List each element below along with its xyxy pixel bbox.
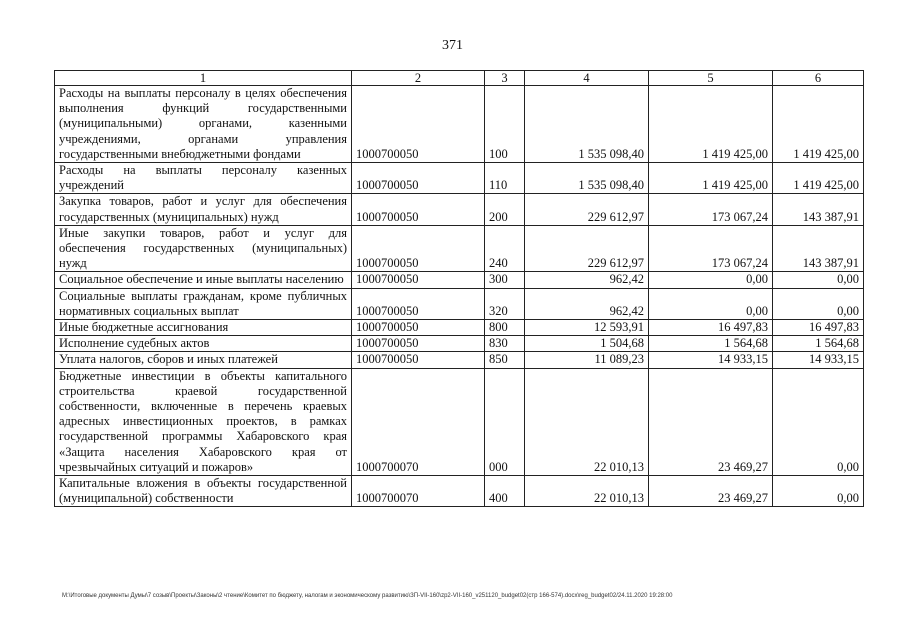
- cell-code: 1000700050: [352, 225, 485, 272]
- cell-v4: 229 612,97: [525, 225, 649, 272]
- cell-v4: 962,42: [525, 272, 649, 288]
- column-header: 4: [525, 71, 649, 86]
- cell-v5: 173 067,24: [649, 194, 773, 225]
- column-header: 2: [352, 71, 485, 86]
- cell-desc: Социальные выплаты гражданам, кроме публичных нормативных социальных выплат: [55, 288, 352, 319]
- cell-v6: 0,00: [773, 368, 864, 475]
- cell-v5: 1 419 425,00: [649, 163, 773, 194]
- cell-desc: Уплата налогов, сборов и иных платежей: [55, 352, 352, 368]
- column-header: 1: [55, 71, 352, 86]
- cell-v5: 14 933,15: [649, 352, 773, 368]
- cell-v4: 962,42: [525, 288, 649, 319]
- cell-code: 1000700070: [352, 476, 485, 507]
- table-header-row: [55, 71, 864, 86]
- table-row: [55, 194, 864, 225]
- cell-v5: 173 067,24: [649, 225, 773, 272]
- cell-v6: 1 419 425,00: [773, 86, 864, 163]
- cell-code: 1000700050: [352, 320, 485, 336]
- table-row: [55, 320, 864, 336]
- column-header: 3: [485, 71, 525, 86]
- cell-desc: Иные закупки товаров, работ и услуг для обеспечения государственных (муниципальных) нужд: [55, 225, 352, 272]
- cell-v6: 0,00: [773, 272, 864, 288]
- table-row: [55, 272, 864, 288]
- cell-v4: 1 535 098,40: [525, 86, 649, 163]
- cell-v4: 1 535 098,40: [525, 163, 649, 194]
- cell-v5: 0,00: [649, 272, 773, 288]
- cell-type: 320: [485, 288, 525, 319]
- table-row: [55, 288, 864, 319]
- cell-type: 000: [485, 368, 525, 475]
- cell-desc: Расходы на выплаты персоналу в целях обеспечения выполнения функций государственными (муниципальными) органами, казенными учреждениями, органами управления государственными внебюджетными фондами: [55, 86, 352, 163]
- cell-v4: 12 593,91: [525, 320, 649, 336]
- cell-v4: 22 010,13: [525, 368, 649, 475]
- column-header: 5: [649, 71, 773, 86]
- cell-code: 1000700070: [352, 368, 485, 475]
- cell-v6: 0,00: [773, 288, 864, 319]
- cell-code: 1000700050: [352, 272, 485, 288]
- cell-type: 300: [485, 272, 525, 288]
- cell-desc: Исполнение судебных актов: [55, 336, 352, 352]
- cell-v6: 143 387,91: [773, 225, 864, 272]
- cell-code: 1000700050: [352, 336, 485, 352]
- cell-type: 400: [485, 476, 525, 507]
- table-row: [55, 352, 864, 368]
- cell-v5: 23 469,27: [649, 476, 773, 507]
- table-row: [55, 336, 864, 352]
- cell-type: 110: [485, 163, 525, 194]
- cell-code: 1000700050: [352, 86, 485, 163]
- cell-v4: 229 612,97: [525, 194, 649, 225]
- cell-v5: 0,00: [649, 288, 773, 319]
- cell-type: 800: [485, 320, 525, 336]
- column-header: 6: [773, 71, 864, 86]
- cell-code: 1000700050: [352, 288, 485, 319]
- cell-type: 240: [485, 225, 525, 272]
- cell-v5: 1 419 425,00: [649, 86, 773, 163]
- cell-desc: Закупка товаров, работ и услуг для обеспечения государственных (муниципальных) нужд: [55, 194, 352, 225]
- cell-desc: Бюджетные инвестиции в объекты капитального строительства краевой государственной собственности, включенные в перечень краевых адресных инвестиционных проектов, в рамках государственной программы Хабаровского края «Защита населения Хабаровского края от чрезвычайных ситуаций и пожаров»: [55, 368, 352, 475]
- cell-desc: Иные бюджетные ассигнования: [55, 320, 352, 336]
- cell-v4: 1 504,68: [525, 336, 649, 352]
- cell-v5: 1 564,68: [649, 336, 773, 352]
- page-number: 371: [442, 38, 463, 53]
- table-row: [55, 368, 864, 475]
- table-row: [55, 476, 864, 507]
- cell-code: 1000700050: [352, 163, 485, 194]
- table-row: [55, 225, 864, 272]
- cell-v6: 14 933,15: [773, 352, 864, 368]
- table-row: [55, 86, 864, 163]
- cell-type: 100: [485, 86, 525, 163]
- cell-v5: 16 497,83: [649, 320, 773, 336]
- cell-desc: Расходы на выплаты персоналу казенных учреждений: [55, 163, 352, 194]
- cell-v6: 1 419 425,00: [773, 163, 864, 194]
- cell-v6: 143 387,91: [773, 194, 864, 225]
- cell-desc: Капитальные вложения в объекты государственной (муниципальной) собственности: [55, 476, 352, 507]
- cell-v6: 0,00: [773, 476, 864, 507]
- budget-table: [54, 70, 864, 507]
- cell-type: 830: [485, 336, 525, 352]
- document-footer-path: M:\Итоговые документы Думы\7 созыв\Проекты\Законы\2 чтение\Комитет по бюджету, налогам и экономическому развитию\ЗП-VII-160\zp2-VII-160_v251120_budget02(стр 166-574).docx\reg_budget02/24.11.2020 19:28:00: [62, 593, 673, 599]
- cell-type: 200: [485, 194, 525, 225]
- cell-v6: 1 564,68: [773, 336, 864, 352]
- cell-v5: 23 469,27: [649, 368, 773, 475]
- cell-type: 850: [485, 352, 525, 368]
- cell-desc: Социальное обеспечение и иные выплаты населению: [55, 272, 352, 288]
- cell-v6: 16 497,83: [773, 320, 864, 336]
- cell-v4: 11 089,23: [525, 352, 649, 368]
- cell-code: 1000700050: [352, 352, 485, 368]
- table-row: [55, 163, 864, 194]
- cell-code: 1000700050: [352, 194, 485, 225]
- cell-v4: 22 010,13: [525, 476, 649, 507]
